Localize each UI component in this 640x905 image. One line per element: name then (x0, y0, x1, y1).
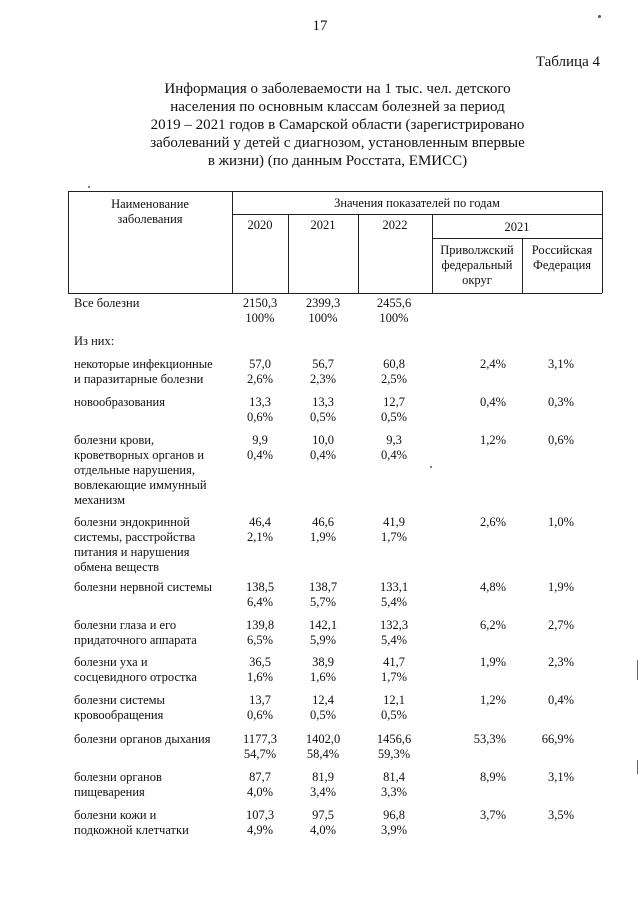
row-name: болезни глаза и его придаточного аппарата (74, 618, 197, 647)
title-line: Информация о заболеваемости на 1 тыс. чел. детского (164, 81, 511, 97)
value-2022: 9,3 0,4% (380, 433, 408, 462)
header-year-2021: 2021 (310, 218, 336, 232)
value-2022: 60,8 2,5% (380, 357, 408, 386)
header-name-line: Наименование (111, 197, 189, 211)
value-2020: 9,9 0,4% (246, 433, 274, 462)
value-pfo: 1,9% (479, 655, 506, 669)
value-2020: 87,7 4,0% (246, 770, 274, 799)
row-name: Из них: (74, 334, 115, 348)
value-pfo: 0,4% (479, 395, 506, 409)
header-values-title: Значения показателей по годам (334, 196, 500, 210)
value-2022: 133,1 5,4% (379, 580, 409, 609)
title-line: 2019 – 2021 годов в Самарской области (зарегистрировано (150, 117, 525, 133)
value-2021: 81,9 3,4% (309, 770, 337, 799)
value-rf: 1,9% (547, 580, 574, 594)
header-pfo (432, 243, 522, 288)
value-2020: 36,5 1,6% (246, 655, 274, 684)
value-rf: 66,9% (541, 732, 574, 746)
value-rf: 1,0% (547, 515, 574, 529)
value-2020: 46,4 2,1% (246, 515, 274, 544)
value-2022: 96,8 3,9% (380, 808, 408, 837)
header-year-2020: 2020 (247, 218, 273, 232)
value-pfo: 3,7% (479, 808, 506, 822)
value-rf: 0,4% (547, 693, 574, 707)
row-name: болезни органов пищеварения (74, 770, 162, 799)
row-name: болезни эндокринной системы, расстройства питания и нарушения обмена веществ (74, 515, 196, 574)
scan-speck (598, 15, 601, 18)
value-pfo: 8,9% (479, 770, 506, 784)
value-rf: 0,3% (547, 395, 574, 409)
header-pfo-line: округ (462, 273, 492, 287)
header-year-2022: 2022 (382, 218, 408, 232)
value-rf: 2,3% (547, 655, 574, 669)
header-name-line: заболевания (117, 212, 183, 226)
value-2020: 57,0 2,6% (246, 357, 274, 386)
row-name: болезни органов дыхания (74, 732, 211, 746)
row-name: болезни уха и сосцевидного отростка (74, 655, 197, 684)
table-title (140, 80, 535, 170)
header-sub-2021: 2021 (504, 220, 530, 234)
value-2021: 1402,0 58,4% (305, 732, 341, 761)
value-2022: 12,7 0,5% (380, 395, 408, 424)
value-rf: 3,5% (547, 808, 574, 822)
value-pfo: 1,2% (479, 433, 506, 447)
value-2020: 139,8 6,5% (245, 618, 275, 647)
value-rf: 2,7% (547, 618, 574, 632)
header-line-2021 (432, 238, 602, 239)
value-2020: 1177,3 54,7% (243, 732, 277, 761)
value-2022: 41,9 1,7% (380, 515, 408, 544)
value-rf: 3,1% (547, 770, 574, 784)
value-2022: 132,3 5,4% (379, 618, 409, 647)
row-name: болезни кожи и подкожной клетчатки (74, 808, 189, 837)
value-2021: 56,7 2,3% (309, 357, 337, 386)
row-name: болезни крови, кроветворных органов и отдельные нарушения, вовлекающие иммунный механизм (74, 433, 207, 507)
title-line: населения по основным классам болезней за период (170, 99, 505, 115)
scan-speck (430, 466, 432, 468)
header-top-border (68, 191, 602, 192)
value-rf: 0,6% (547, 433, 574, 447)
value-2022: 1456,6 59,3% (376, 732, 412, 761)
header-right-border (602, 191, 603, 293)
title-line: в жизни) (по данным Росстата, ЕМИСС) (207, 153, 468, 169)
value-2021: 46,6 1,9% (309, 515, 337, 544)
value-2022: 81,4 3,3% (380, 770, 408, 799)
value-rf: 3,1% (547, 357, 574, 371)
table-label: Таблица 4 (535, 54, 600, 70)
header-bottom-border (68, 293, 602, 294)
value-2021: 13,3 0,5% (309, 395, 337, 424)
page-number: 17 (312, 18, 328, 34)
value-2021: 97,5 4,0% (309, 808, 337, 837)
value-2022: 12,1 0,5% (380, 693, 408, 722)
value-pfo: 4,8% (479, 580, 506, 594)
scan-speck (88, 186, 90, 188)
value-2021: 10,0 0,4% (309, 433, 337, 462)
header-pfo-line: Приволжский (440, 243, 514, 257)
scan-edge-mark (637, 760, 638, 774)
scan-edge-mark (637, 660, 638, 680)
row-name: некоторые инфекционные и паразитарные болезни (74, 357, 213, 386)
value-2022: 41,7 1,7% (380, 655, 408, 684)
row-name: болезни нервной системы (74, 580, 213, 594)
header-name-column (68, 197, 232, 227)
value-2021: 38,9 1,6% (309, 655, 337, 684)
value-2021: 12,4 0,5% (309, 693, 337, 722)
value-pfo: 2,4% (479, 357, 506, 371)
row-name: новообразования (74, 395, 165, 409)
value-2021: 142,1 5,9% (308, 618, 338, 647)
value-2021: 2399,3 100% (305, 296, 341, 325)
header-rf (522, 243, 602, 273)
value-2021: 138,7 5,7% (308, 580, 338, 609)
value-2022: 2455,6 100% (376, 296, 412, 325)
value-pfo: 6,2% (479, 618, 506, 632)
row-name: Все болезни (74, 296, 140, 310)
value-2020: 107,3 4,9% (245, 808, 275, 837)
title-line: заболеваний у детей с диагнозом, установленным впервые (150, 135, 525, 151)
header-rf-line: Российская (531, 243, 593, 257)
row-name: болезни системы кровообращения (74, 693, 165, 722)
value-2020: 13,7 0,6% (246, 693, 274, 722)
value-2020: 13,3 0,6% (246, 395, 274, 424)
value-pfo: 1,2% (479, 693, 506, 707)
header-pfo-line: федеральный (441, 258, 513, 272)
value-2020: 2150,3 100% (242, 296, 278, 325)
value-pfo: 53,3% (473, 732, 506, 746)
value-2020: 138,5 6,4% (245, 580, 275, 609)
value-pfo: 2,6% (479, 515, 506, 529)
header-rf-line: Федерация (532, 258, 592, 272)
